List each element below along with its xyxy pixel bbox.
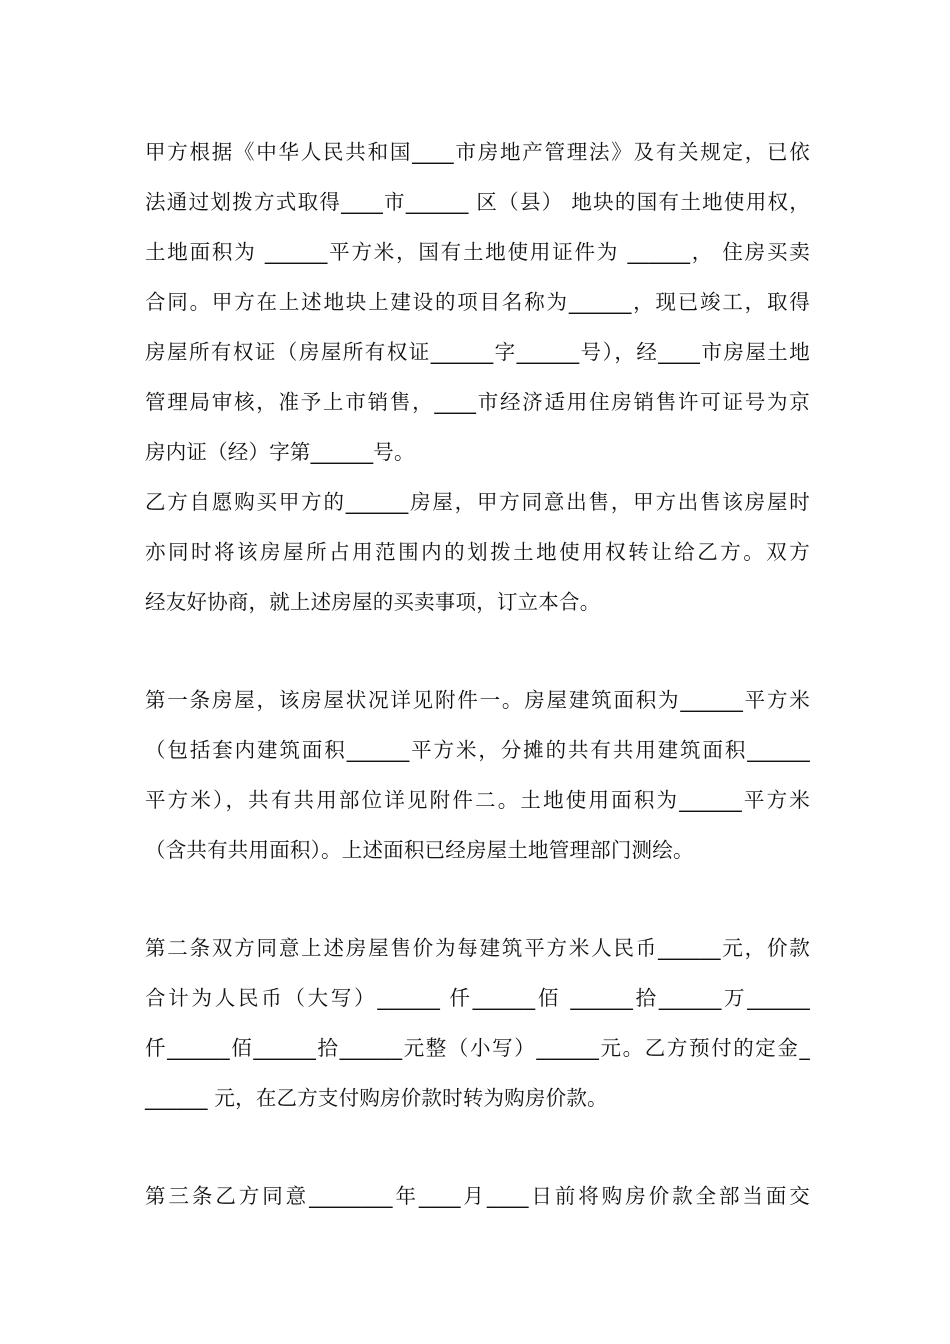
text-line: 仟______佰______拾______元整（小写）______元。乙方预付的定金_: [145, 1036, 810, 1060]
text-line: （包括套内建筑面积______平方米，分摊的共有共用建筑面积______: [145, 738, 810, 762]
text-line: 经友好协商，就上述房屋的买卖事项，订立本合。: [145, 590, 601, 614]
text-line: 第二条双方同意上述房屋售价为每建筑平方米人民币______元，价款: [145, 936, 810, 960]
text-line: （含共有共用面积）。上述面积已经房屋土地管理部门测绘。: [145, 838, 694, 862]
text-line: 乙方自愿购买甲方的______房屋，甲方同意出售，甲方出售该房屋时: [145, 490, 810, 514]
text-line: 平方米），共有共用部位详见附件二。土地使用面积为______平方米: [145, 788, 810, 812]
text-line: 法通过划拨方式取得____市______ 区（县） 地块的国有土地使用权，: [145, 190, 810, 214]
text-line: ______ 元，在乙方支付购房价款时转为购房价款。: [145, 1086, 608, 1110]
text-line: 房内证（经）字第______号。: [145, 440, 415, 464]
text-line: 第一条房屋，该房屋状况详见附件一。房屋建筑面积为______平方米: [145, 688, 810, 712]
text-line: 亦同时将该房屋所占用范围内的划拨土地使用权转让给乙方。双方: [145, 540, 810, 564]
text-line: 土地面积为 ______平方米，国有土地使用证件为 ______， 住房买卖: [145, 240, 810, 264]
text-line: 房屋所有权证（房屋所有权证______字______号），经____市房屋土地: [145, 340, 810, 364]
text-line: 甲方根据《中华人民共和国____市房地产管理法》及有关规定，已依: [145, 140, 810, 164]
text-line: 管理局审核，准予上市销售，____市经济适用住房销售许可证号为京: [145, 390, 810, 414]
text-line: 合同。甲方在上述地块上建设的项目名称为______，现已竣工，取得: [145, 290, 810, 314]
text-line: 第三条乙方同意________年____月____日前将购房价款全部当面交: [145, 1184, 810, 1208]
text-line: 合计为人民币（大写）______ 仟______佰 ______拾______万______: [145, 986, 810, 1010]
